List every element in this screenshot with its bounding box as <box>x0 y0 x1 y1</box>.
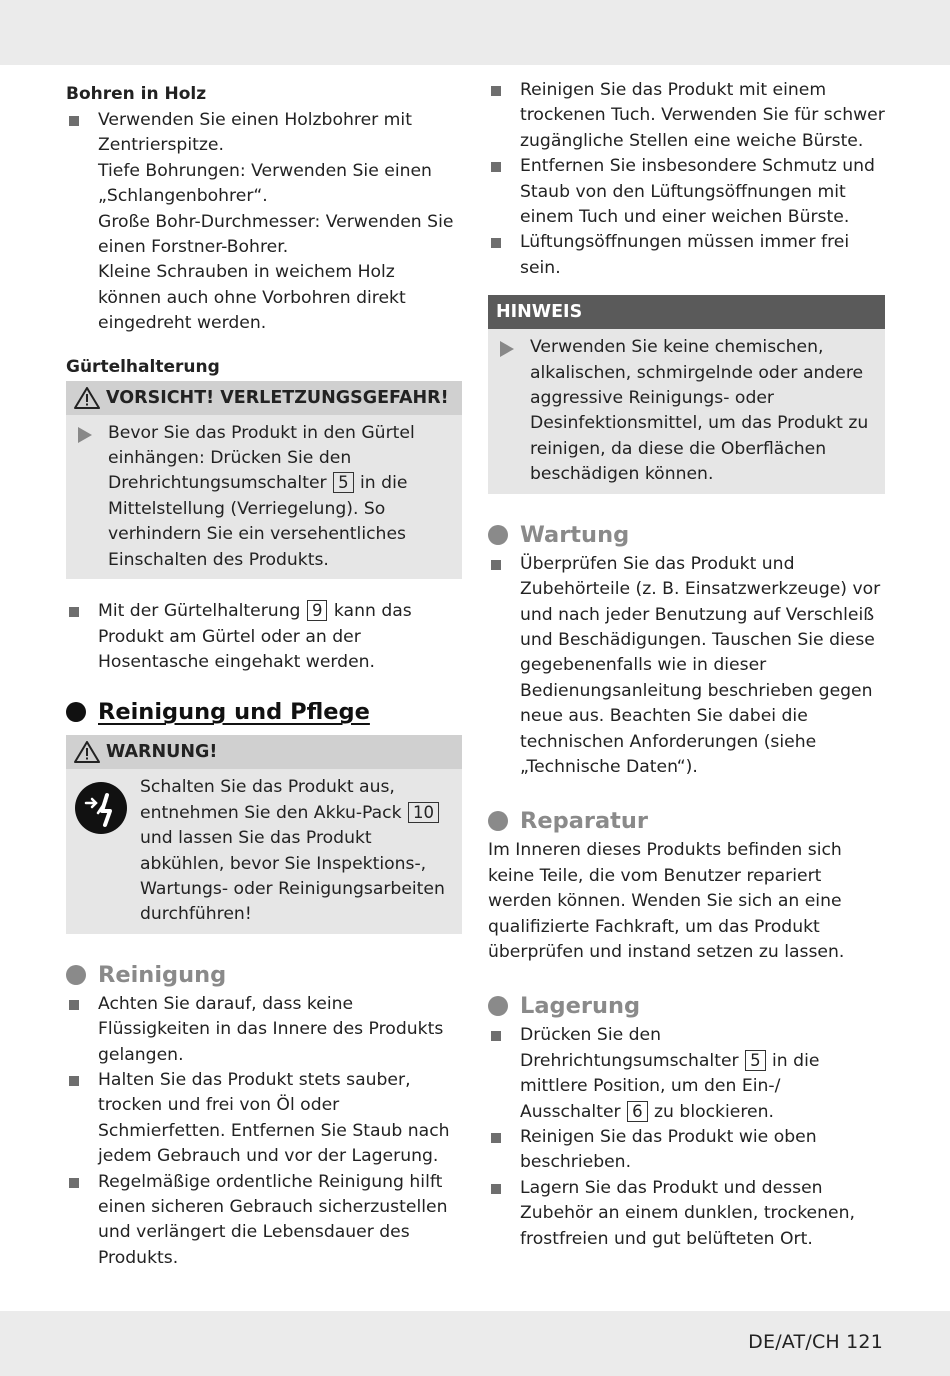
warning-box <box>66 735 462 933</box>
list-item <box>488 154 885 230</box>
list-item-text: Entfernen Sie insbesondere Schmutz und Staub von den Lüftungsöffnungen mit einem Tuch und einer weichen Bürste. <box>520 156 875 228</box>
list-item <box>66 992 462 1068</box>
square-bullet-icon <box>491 162 501 172</box>
left-column <box>66 78 462 1271</box>
part-number-badge: 6 <box>627 1101 648 1122</box>
section-dot-icon <box>66 965 86 985</box>
caution-title: VORSICHT! VERLETZUNGSGEFAHR! <box>106 387 449 408</box>
caution-text: in die Mittelstellung (Verriegelung). So verhindern Sie ein versehentliches Einschalten des Produkts. <box>108 473 408 570</box>
square-bullet-icon <box>69 116 79 126</box>
list-item <box>488 1023 885 1125</box>
section-heading-pflege <box>66 697 462 727</box>
list-item-text: zu blockieren. <box>654 1101 774 1122</box>
lagerung-list <box>488 1023 885 1252</box>
list-item <box>488 230 885 281</box>
page-number: DE/AT/CH 121 <box>748 1331 883 1353</box>
cleaning-list <box>488 78 885 281</box>
section-heading-wartung <box>488 520 885 550</box>
list-item <box>488 552 885 781</box>
square-bullet-icon <box>491 560 501 570</box>
bohren-list <box>66 108 462 337</box>
square-bullet-icon <box>491 1184 501 1194</box>
reparatur-text: Im Inneren dieses Produkts befinden sich keine Teile, die vom Benutzer repariert werden können. Wenden Sie sich an eine qualifizierte Fachkraft, um das Produkt überprüfen und instand setzen zu lassen. <box>488 840 845 962</box>
caution-box <box>66 381 462 579</box>
list-item-text: in die mittlere Position, um den Ein-/ Ausschalter <box>520 1050 820 1122</box>
caution-header <box>66 381 462 415</box>
list-item <box>488 1125 885 1176</box>
hinweis-body <box>488 329 885 493</box>
section-heading-reparatur <box>488 806 885 836</box>
warning-header <box>66 735 462 769</box>
square-bullet-icon <box>491 1031 501 1041</box>
list-item-text: Regelmäßige ordentliche Reinigung hilft einen sicheren Gebrauch sicherzustellen und verlängert die Lebensdauer des Produkts. <box>98 1171 448 1268</box>
square-bullet-icon <box>69 607 79 617</box>
section-title: Reinigung und Pflege <box>98 699 370 726</box>
list-item-text: Drücken Sie den Drehrichtungsumschalter <box>520 1025 739 1071</box>
square-bullet-icon <box>491 86 501 96</box>
list-item-text: Mit der Gürtelhalterung <box>98 601 301 622</box>
caution-item <box>76 421 454 573</box>
right-column <box>488 78 885 1252</box>
section-dot-icon <box>66 702 86 722</box>
square-bullet-icon <box>491 1133 501 1143</box>
list-item <box>488 78 885 154</box>
list-item-text: kann das Produkt am Gürtel oder an der Hosentasche eingehakt werden. <box>98 601 412 672</box>
list-item-text: Große Bohr-Durchmesser: Verwenden Sie einen Forstner-Bohrer. <box>98 211 454 258</box>
list-item-text: Reinigen Sie das Produkt mit einem trockenen Tuch. Verwenden Sie für schwer zugängliche Stellen eine weiche Bürste. <box>520 80 885 151</box>
list-item <box>66 1068 462 1170</box>
warning-triangle-icon <box>74 741 100 763</box>
wartung-list <box>488 552 885 781</box>
part-number-badge: 9 <box>307 600 328 621</box>
section-title: Reinigung <box>98 961 227 988</box>
arrow-bullet-icon <box>500 341 514 357</box>
list-item-text: Kleine Schrauben in weichem Holz können auch ohne Vorbohren direkt eingedreht werden. <box>98 262 406 334</box>
square-bullet-icon <box>491 238 501 248</box>
hinweis-box <box>488 295 885 493</box>
hinweis-text: Verwenden Sie keine chemischen, alkalischen, schmirgelnde oder andere aggressive Reinigungs- oder Desinfektionsmittel, um das Produkt zu reinigen, da diese die Oberflächen beschädigen können. <box>530 337 869 485</box>
warning-text-part: Schalten Sie das Produkt aus, entnehmen Sie den Akku-Pack <box>140 777 402 823</box>
guertel-list <box>66 599 462 675</box>
section-heading-lagerung <box>488 991 885 1021</box>
hinweis-header <box>488 295 885 329</box>
list-item <box>66 599 462 675</box>
list-item-text: Reinigen Sie das Produkt wie oben beschrieben. <box>520 1127 817 1173</box>
section-dot-icon <box>488 996 508 1016</box>
warning-body <box>66 769 462 933</box>
caution-text: Bevor Sie das Produkt in den Gürtel einhängen: Drücken Sie den Drehrichtungsumschalter <box>108 422 415 494</box>
section-dot-icon <box>488 525 508 545</box>
header-bar <box>0 0 950 65</box>
section-title: Reparatur <box>520 808 649 835</box>
square-bullet-icon <box>69 1076 79 1086</box>
part-number-badge: 5 <box>745 1050 766 1071</box>
list-item <box>66 1170 462 1272</box>
hinweis-item <box>498 335 877 487</box>
list-item-text: Achten Sie darauf, dass keine Flüssigkeiten in das Innere des Produkts gelangen. <box>98 993 444 1065</box>
warning-text-part: und lassen Sie das Produkt abkühlen, bevor Sie Inspektions-, Wartungs- oder Reinigungsarbeiten durchführen! <box>140 828 445 925</box>
part-number-badge: 10 <box>408 802 439 823</box>
warning-triangle-icon <box>74 387 100 409</box>
list-item-text: Verwenden Sie einen Holzbohrer mit Zentrierspitze. <box>98 110 412 156</box>
list-item-text: Tiefe Bohrungen: Verwenden Sie einen „Schlangenbohrer“. <box>98 160 432 207</box>
list-item-text: Überprüfen Sie das Produkt und Zubehörteile (z. B. Einsatzwerkzeuge) vor und nach jeder Benutzung auf Verschleiß und Beschädigungen. Tauschen Sie diese gegebenenfalls wie in dieser Bedienungsanleitung beschrieben gegen neue aus. Beachten Sie dabei die technischen Anforderungen (siehe „Technische Daten“). <box>520 553 881 777</box>
section-title: Wartung <box>520 521 630 548</box>
list-item-text: Halten Sie das Produkt stets sauber, trocken und frei von Öl oder Schmierfetten. Entfernen Sie Staub nach jedem Gebrauch und vor der Lagerung. <box>98 1069 450 1167</box>
disconnect-power-icon <box>74 781 128 835</box>
list-item <box>66 108 462 337</box>
section-title: Lagerung <box>520 993 641 1020</box>
section-dot-icon <box>488 811 508 831</box>
section-heading-guertel: Gürtelhalterung <box>66 356 220 377</box>
caution-body <box>66 415 462 579</box>
square-bullet-icon <box>69 1000 79 1010</box>
arrow-bullet-icon <box>78 427 92 443</box>
warning-title: WARNUNG! <box>106 742 218 763</box>
hinweis-title: HINWEIS <box>496 302 583 323</box>
part-number-badge: 5 <box>333 472 354 493</box>
list-item <box>488 1176 885 1252</box>
square-bullet-icon <box>69 1178 79 1188</box>
reinigung-list <box>66 992 462 1271</box>
list-item-text: Lüftungsöffnungen müssen immer frei sein. <box>520 232 850 278</box>
section-heading-reinigung <box>66 960 462 990</box>
list-item-text: Lagern Sie das Produkt und dessen Zubehör an einem dunklen, trockenen, frostfreien und gut belüfteten Ort. <box>520 1177 855 1249</box>
section-heading-bohren: Bohren in Holz <box>66 84 207 104</box>
warning-text <box>140 775 452 927</box>
